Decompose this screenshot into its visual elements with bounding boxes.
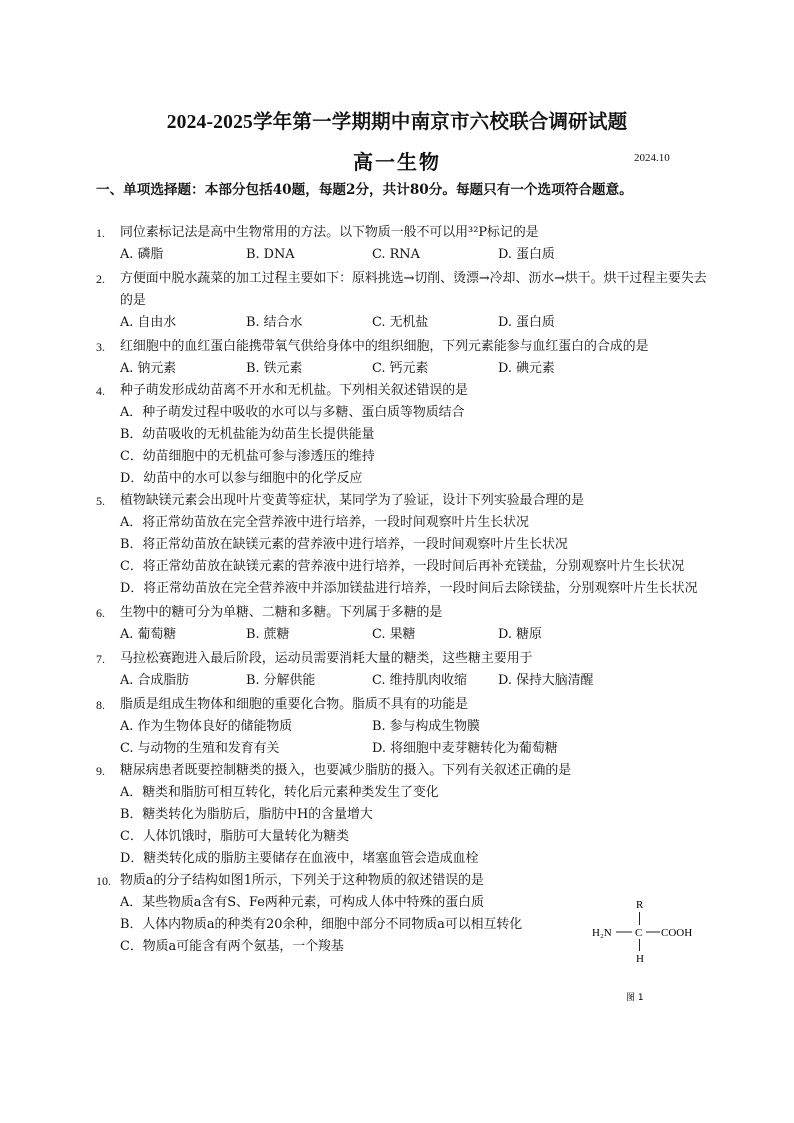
exam-title: 2024-2025学年第一学期期中南京市六校联合调研试题 [166, 112, 628, 133]
option-b: B. 蔗糖 [246, 627, 290, 642]
option-a: A. 合成脂肪 [120, 673, 190, 688]
option-a: A．将正常幼苗放在完全营养液中进行培养，一段时间观察叶片生长状况 [120, 515, 529, 530]
option-a: A．种子萌发过程中吸收的水可以与多糖、蛋白质等物质结合 [120, 405, 465, 420]
question-number: 9. [96, 764, 105, 778]
option-c: C．将正常幼苗放在缺镁元素的营养液中进行培养，一段时间后再补充镁盐，分别观察叶片生长状况 [120, 559, 685, 574]
option-b: B. 结合水 [246, 315, 303, 330]
option-b: B．幼苗吸收的无机盐能为幼苗生长提供能量 [120, 427, 375, 442]
option-a: A. 自由水 [120, 315, 177, 330]
option-d: D. 碘元素 [498, 361, 555, 376]
option-d: D. 保持大脑清醒 [498, 673, 594, 688]
carboxyl-group-label: COOH [661, 927, 693, 939]
question-stem: 植物缺镁元素会出现叶片变黄等症状，某同学为了验证，设计下列实验最合理的是 [120, 493, 585, 508]
section-heading: 一、单项选择题：本部分包括40题，每题2分，共计80分。每题只有一个选项符合题意。 [96, 182, 633, 198]
amino-group-label: H₂N [592, 927, 612, 939]
question-stem: 脂质是组成生物体和细胞的重要化合物。脂质不具有的功能是 [120, 697, 469, 712]
option-c: C．物质a可能含有两个氨基，一个羧基 [120, 939, 344, 954]
alpha-carbon-label: C [635, 927, 643, 939]
option-a: A．糖类和脂肪可相互转化，转化后元素种类发生了变化 [120, 785, 439, 800]
option-d: D．幼苗中的水可以参与细胞中的化学反应 [120, 471, 363, 486]
option-b: B. DNA [246, 247, 295, 262]
option-b: B．糖类转化为脂肪后，脂肪中H的含量增大 [120, 807, 373, 822]
question-stem: 糖尿病患者既要控制糖类的摄入，也要减少脂肪的摄入。下列有关叙述正确的是 [120, 763, 572, 778]
question-stem: 种子萌发形成幼苗离不开水和无机盐。下列相关叙述错误的是 [120, 383, 469, 398]
exam-date: 2024.10 [634, 152, 670, 164]
question-stem: 红细胞中的血红蛋白能携带氧气供给身体中的组织细胞，下列元素能参与血红蛋白的合成的是 [120, 339, 649, 354]
question-number: 10. [96, 874, 111, 888]
question-number: 7. [96, 652, 105, 666]
option-a: A．某些物质a含有S、Fe两种元素，可构成人体中特殊的蛋白质 [120, 895, 484, 910]
option-c: C. 无机盐 [372, 315, 429, 330]
option-c: C. 钙元素 [372, 361, 429, 376]
question-stem: 同位素标记法是高中生物常用的方法。以下物质一般不可以用³²P标记的是 [120, 225, 539, 240]
question-1 [96, 222, 708, 266]
option-a: A. 葡萄糖 [120, 627, 177, 642]
question-6 [96, 602, 708, 646]
option-d: D. 糖原 [498, 627, 542, 642]
question-stem: 物质a的分子结构如图1所示，下列关于这种物质的叙述错误的是 [120, 873, 484, 888]
question-stem: 生物中的糖可分为单糖、二糖和多糖。下列属于多糖的是 [120, 605, 443, 620]
question-8 [96, 694, 708, 760]
question-3 [96, 336, 708, 380]
option-b: B. 铁元素 [246, 361, 303, 376]
option-b: B．将正常幼苗放在缺镁元素的营养液中进行培养，一段时间观察叶片生长状况 [120, 537, 568, 552]
question-number: 4. [96, 384, 105, 398]
option-b: B. 分解供能 [246, 673, 316, 688]
question-4 [96, 380, 708, 490]
option-d: D．糖类转化成的脂肪主要储存在血液中，堵塞血管会造成血栓 [120, 851, 479, 866]
option-c: C. 维持肌肉收缩 [372, 673, 467, 688]
question-7 [96, 648, 708, 692]
question-number: 8. [96, 698, 105, 712]
option-a: A. 钠元素 [120, 361, 177, 376]
question-number: 6. [96, 606, 105, 620]
option-c: C．幼苗细胞中的无机盐可参与渗透压的维持 [120, 449, 375, 464]
r-group-label: R [636, 899, 644, 911]
question-9 [96, 760, 708, 870]
question-number: 1. [96, 226, 105, 240]
option-b: B. 参与构成生物膜 [372, 719, 480, 734]
question-list [96, 222, 708, 958]
exam-subject: 高一生物 [353, 150, 441, 174]
option-d: D．将正常幼苗放在完全营养液中并添加镁盐进行培养，一段时间后去除镁盐，分别观察叶片生长状况 [120, 581, 698, 596]
figure-caption: 图 1 [626, 993, 644, 1003]
hydrogen-label: H [636, 953, 644, 965]
option-c: C．人体饥饿时，脂肪可大量转化为糖类 [120, 829, 350, 844]
option-a: A. 作为生物体良好的储能物质 [120, 719, 293, 734]
question-2 [96, 268, 708, 334]
question-5 [96, 490, 708, 600]
option-d: D. 蛋白质 [498, 247, 555, 262]
question-number: 5. [96, 494, 105, 508]
option-c: C. 与动物的生殖和发育有关 [120, 741, 280, 756]
question-stem: 方便面中脱水蔬菜的加工过程主要如下：原料挑选→切削、烫漂→冷却、沥水→烘干。烘干过程主要失去的是 [120, 271, 707, 308]
option-d: D. 将细胞中麦芽糖转化为葡萄糖 [372, 741, 558, 756]
question-stem: 马拉松赛跑进入最后阶段，运动员需要消耗大量的糖类，这些糖主要用于 [120, 651, 533, 666]
option-d: D. 蛋白质 [498, 315, 555, 330]
option-c: C. 果糖 [372, 627, 416, 642]
question-number: 2. [96, 272, 105, 286]
question-number: 3. [96, 340, 105, 354]
option-a: A. 磷脂 [120, 247, 164, 262]
option-b: B．人体内物质a的种类有20余种，细胞中部分不同物质a可以相互转化 [120, 917, 523, 932]
amino-acid-structure-figure [588, 896, 698, 1006]
option-c: C. RNA [372, 247, 420, 262]
